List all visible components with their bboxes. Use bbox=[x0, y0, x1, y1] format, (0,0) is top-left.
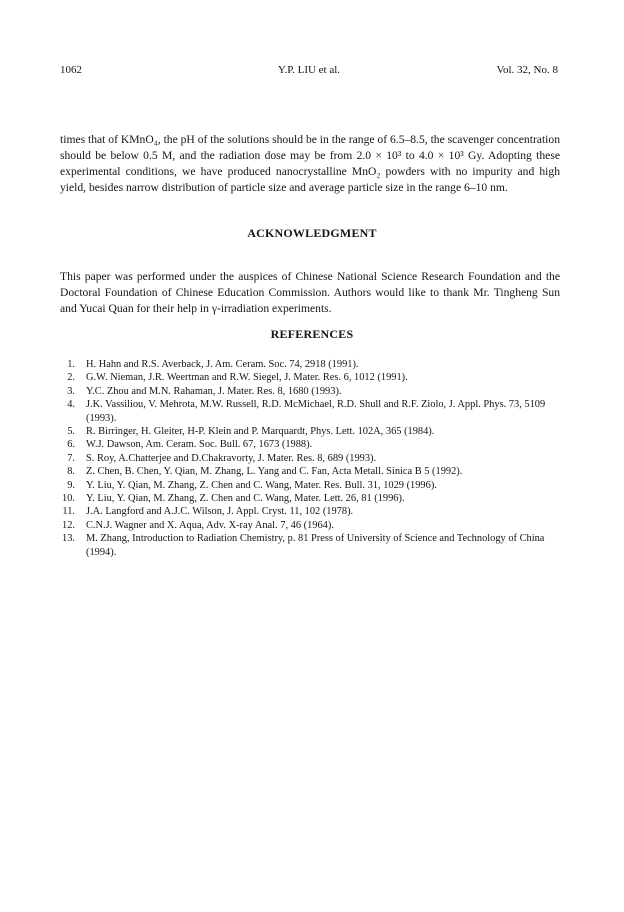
reference-number: 13. bbox=[62, 533, 75, 545]
volume-info: Vol. 32, No. 8 bbox=[496, 64, 558, 76]
reference-text: M. Zhang, Introduction to Radiation Chemistry, p. 81 Press of University of Science and Technology of China (1994). bbox=[86, 533, 545, 558]
reference-number: 9. bbox=[67, 479, 75, 491]
reference-number: 12. bbox=[62, 519, 75, 531]
reference-number: 2. bbox=[67, 372, 75, 384]
reference-text: H. Hahn and R.S. Averback, J. Am. Ceram. Soc. 74, 2918 (1991). bbox=[86, 359, 359, 370]
reference-number: 5. bbox=[67, 426, 75, 438]
reference-text: Y. Liu, Y. Qian, M. Zhang, Z. Chen and C. Wang, Mater. Res. Bull. 31, 1029 (1996). bbox=[86, 479, 437, 491]
reference-item bbox=[60, 398, 562, 425]
reference-text: G.W. Nieman, J.R. Weertman and R.W. Siegel, J. Mater. Res. 6, 1012 (1991). bbox=[86, 372, 408, 384]
reference-text: C.N.J. Wagner and X. Aqua, Adv. X-ray Anal. 7, 46 (1964). bbox=[86, 519, 334, 531]
running-header bbox=[60, 64, 558, 80]
reference-text: Y.C. Zhou and M.N. Rahaman, J. Mater. Res. 8, 1680 (1993). bbox=[86, 385, 342, 397]
reference-number: 11. bbox=[62, 506, 75, 518]
reference-text: J.K. Vassiliou, V. Mehrota, M.W. Russell, R.D. McMichael, R.D. Shull and R.F. Ziolo, J. Appl. Phys. 73, 5109 (1993). bbox=[86, 399, 546, 424]
reference-item bbox=[60, 505, 562, 518]
running-title-authors: Y.P. LIU et al. bbox=[277, 64, 341, 76]
reference-item bbox=[60, 425, 562, 438]
reference-text: Y. Liu, Y. Qian, M. Zhang, Z. Chen and C. Wang, Mater. Lett. 26, 81 (1996). bbox=[86, 493, 405, 505]
reference-item bbox=[60, 532, 562, 559]
reference-text: W.J. Dawson, Am. Ceram. Soc. Bull. 67, 1673 (1988). bbox=[86, 439, 313, 451]
page-number: 1062 bbox=[60, 64, 82, 76]
reference-item bbox=[60, 438, 562, 451]
reference-item bbox=[60, 371, 562, 384]
reference-item bbox=[60, 358, 562, 371]
reference-item bbox=[60, 479, 562, 492]
reference-item bbox=[60, 492, 562, 505]
reference-item bbox=[60, 465, 562, 478]
reference-number: 7. bbox=[67, 452, 75, 464]
reference-number: 1. bbox=[67, 359, 75, 370]
reference-number: 3. bbox=[67, 385, 75, 397]
acknowledgment-text: This paper was performed under the auspices of Chinese National Science Research Foundation and the Doctoral Foundation of Chinese Education Commission. Authors would like to thank Mr. Tingheng Sun and Yucai Quan for their help in γ-irradiation experiments. bbox=[60, 269, 560, 315]
references-heading: REFERENCES bbox=[270, 327, 354, 341]
body-paragraph: times that of KMnO₄, the pH of the solutions should be in the range of 6.5–8.5, the scavenger concentration should be below 0.5 M, and the radiation dose may be from 2.0 × 10³ to 4.0 × 10³ Gy. Adopting these experimental conditions, we have produced nanocrystalline MnO₂ powders with no impurity and high yield, besides narrow distribution of particle size and average particle size in the range 6–10 nm. bbox=[60, 132, 560, 194]
reference-item bbox=[60, 452, 562, 465]
acknowledgment-heading: ACKNOWLEDGMENT bbox=[247, 226, 377, 240]
reference-item bbox=[60, 519, 562, 532]
reference-text: S. Roy, A.Chatterjee and D.Chakravorty, J. Mater. Res. 8, 689 (1993). bbox=[86, 452, 377, 464]
reference-text: R. Birringer, H. Gleiter, H-P. Klein and P. Marquardt, Phys. Lett. 102A, 365 (1984). bbox=[86, 426, 435, 438]
reference-text: Z. Chen, B. Chen, Y. Qian, M. Zhang, L. Yang and C. Fan, Acta Metall. Sinica B 5 (1992). bbox=[86, 466, 463, 478]
reference-list bbox=[60, 358, 562, 559]
reference-number: 10. bbox=[62, 493, 75, 505]
reference-number: 6. bbox=[67, 439, 75, 451]
reference-number: 4. bbox=[67, 399, 75, 411]
reference-item bbox=[60, 385, 562, 398]
reference-text: J.A. Langford and A.J.C. Wilson, J. Appl. Cryst. 11, 102 (1978). bbox=[86, 506, 354, 518]
reference-number: 8. bbox=[67, 466, 75, 478]
